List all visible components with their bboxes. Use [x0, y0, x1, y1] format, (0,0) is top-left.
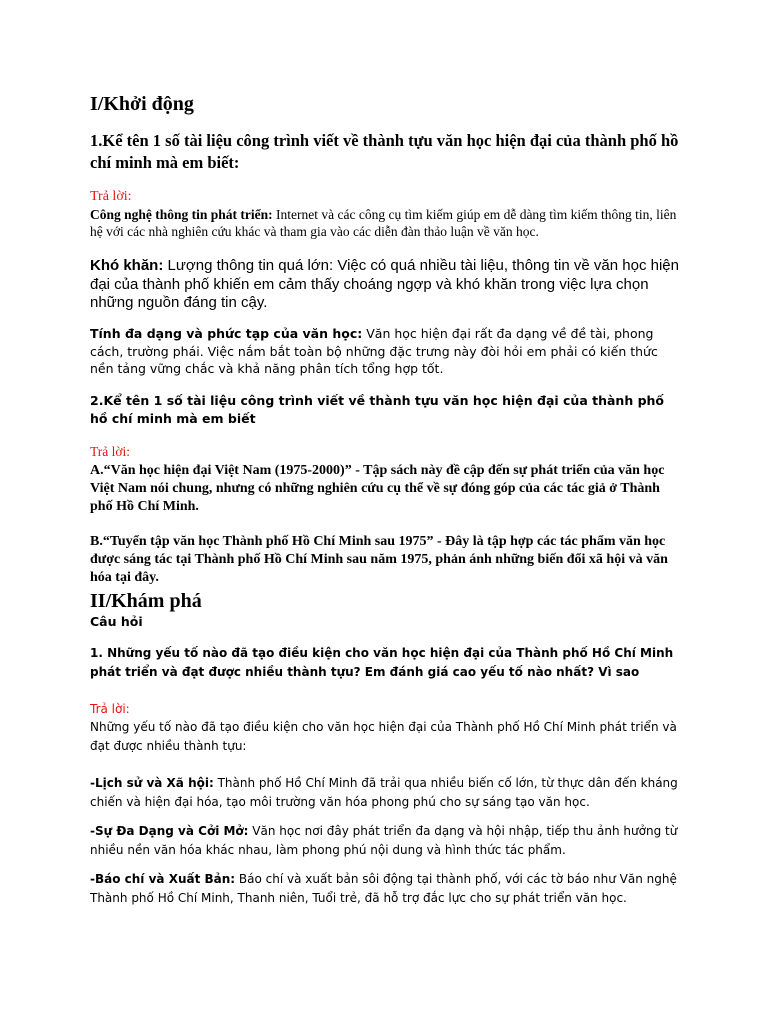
factor-press-label: -Báo chí và Xuất Bản:	[90, 872, 236, 886]
factor-diversity-text: Văn học nơi đây phát triển đa dạng và hội nhập, tiếp thu ảnh hưởng từ nhiều nền văn hóa khác nhau, làm phong phú nội dung và hình thức tác phẩm.	[90, 824, 678, 857]
factor-history-label: -Lịch sử và Xã hội:	[90, 776, 214, 790]
question-1: 1.Kể tên 1 số tài liệu công trình viết về thành tựu văn học hiện đại của thành phố hồ chí minh mà em biết:	[90, 131, 679, 172]
paragraph-technology-text: Internet và các công cụ tìm kiếm giúp em dễ dàng tìm kiếm thông tin, liên hệ với các nhà nghiên cứu khác và tham gia vào các diễn đàn thảo luận về văn học.	[90, 207, 677, 239]
factor-diversity	[90, 822, 680, 860]
section-2-heading: II/Khám phá	[90, 590, 202, 612]
answer-label-3: Trả lời:	[90, 702, 130, 716]
factor-history	[90, 774, 680, 812]
factor-history-text: Thành phố Hồ Chí Minh đã trải qua nhiều biến cố lớn, từ thực dân đến kháng chiến và hiện đại hóa, tạo môi trường văn hóa phong phú cho sự sáng tạo văn học.	[90, 776, 678, 809]
answer-b: B.“Tuyển tập văn học Thành phố Hồ Chí Minh sau 1975” - Đây là tập hợp các tác phẩm văn học được sáng tác tại Thành phố Hồ Chí Minh sau năm 1975, phản ánh những biến đổi xã hội và văn hóa tại đây.	[90, 534, 668, 585]
factor-press-text: Báo chí và xuất bản sôi động tại thành phố, với các tờ báo như Văn nghệ Thành phố Hồ Chí Minh, Thanh niên, Tuổi trẻ, đã hỗ trợ đắc lực cho sự phát triển văn học.	[90, 872, 677, 905]
question-3: 1. Những yếu tố nào đã tạo điều kiện cho văn học hiện đại của Thành phố Hồ Chí Minh phát triển và đạt được nhiều thành tựu? Em đánh giá cao yếu tố nào nhất? Vì sao	[90, 646, 674, 679]
paragraph-difficulty-label: Khó khăn:	[90, 257, 164, 274]
paragraph-difficulty	[90, 257, 680, 313]
factors-intro: Những yếu tố nào đã tạo điều kiện cho văn học hiện đại của Thành phố Hồ Chí Minh phát triển và đạt được nhiều thành tựu:	[90, 720, 677, 753]
section-2-subheading: Câu hỏi	[90, 614, 143, 629]
answer-label-2: Trả lời:	[90, 444, 131, 459]
paragraph-diversity-label: Tính đa dạng và phức tạp của văn học:	[90, 326, 363, 341]
paragraph-diversity	[90, 325, 680, 378]
paragraph-technology-label: Công nghệ thông tin phát triển:	[90, 207, 273, 222]
section-1-heading: I/Khởi động	[90, 93, 194, 115]
paragraph-difficulty-text: Lượng thông tin quá lớn: Việc có quá nhiều tài liệu, thông tin về văn học hiện đại của thành phố khiến em cảm thấy choáng ngợp và khó khăn trong việc lựa chọn những nguồn đáng tin cậy.	[90, 257, 679, 311]
paragraph-diversity-text: Văn học hiện đại rất đa dạng về đề tài, phong cách, trường phái. Việc nắm bắt toàn bộ những đặc trưng này đòi hỏi em phải có kiến thức nền tảng vững chắc và khả năng phân tích tổng hợp tốt.	[90, 326, 658, 376]
paragraph-technology	[90, 206, 680, 240]
factor-press	[90, 870, 680, 908]
question-2: 2.Kể tên 1 số tài liệu công trình viết về thành tựu văn học hiện đại của thành phố hồ chí minh mà em biết	[90, 393, 665, 426]
factor-diversity-label: -Sự Đa Dạng và Cởi Mở:	[90, 824, 249, 838]
answer-label: Trả lời:	[90, 189, 132, 204]
answer-a: A.“Văn học hiện đại Việt Nam (1975-2000)” - Tập sách này đề cập đến sự phát triển của văn học Việt Nam nói chung, nhưng có những nghiên cứu cụ thể về sự đóng góp của các tác giả ở Thành phố Hồ Chí Minh.	[90, 463, 665, 514]
